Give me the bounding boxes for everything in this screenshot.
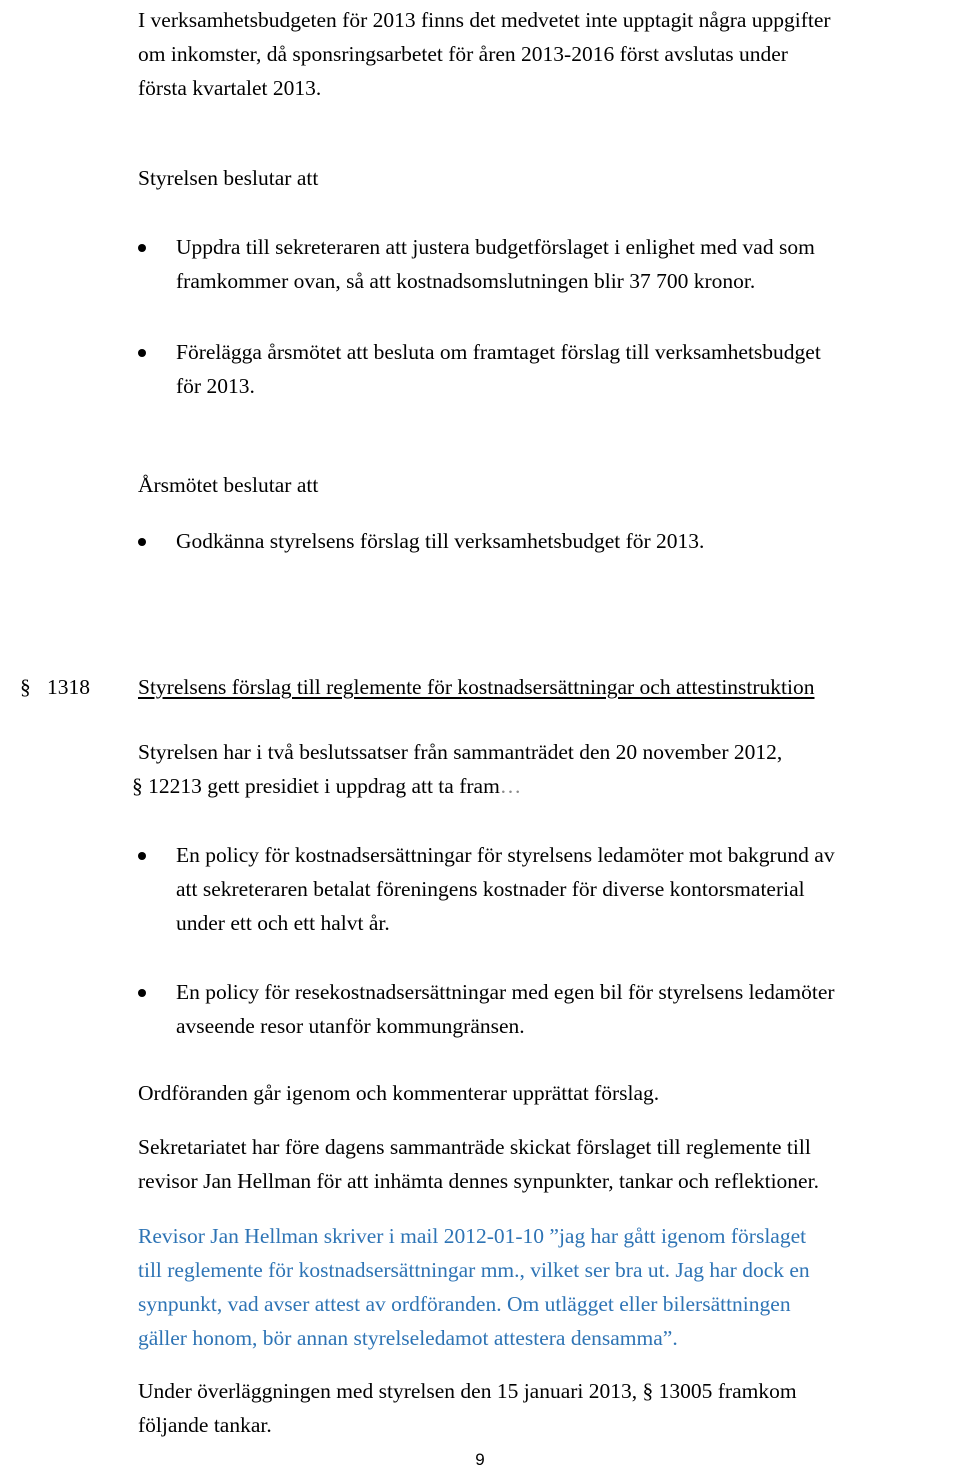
- intro-line: första kvartalet 2013.: [138, 76, 322, 100]
- bullet-line: Förelägga årsmötet att besluta om framtaget förslag till verksamhetsbudget: [176, 340, 821, 364]
- ellipsis: …: [499, 774, 522, 798]
- bullet-line: En policy för resekostnadsersättningar med egen bil för styrelsens ledamöter: [176, 980, 835, 1004]
- auditor-quote-line: gäller honom, bör annan styrelseledamot attestera densamma”.: [138, 1326, 678, 1350]
- bullet-line: En policy för kostnadsersättningar för styrelsens ledamöter mot bakgrund av: [176, 843, 835, 867]
- section-intro-line-2: [132, 769, 932, 803]
- deliberation-text: 13005 framkom: [653, 1379, 797, 1403]
- section-title: Styrelsens förslag till reglemente för kostnadsersättningar och attestinstruktion: [138, 675, 815, 699]
- section-intro-line: [132, 769, 932, 803]
- section-intro-paragraph: [138, 735, 938, 769]
- bullet-icon: [138, 989, 146, 997]
- annual-meeting-heading-text: Årsmötet beslutar att: [138, 473, 319, 497]
- chair-review-line: Ordföranden går igenom och kommenterar upprättat förslag.: [138, 1081, 660, 1105]
- section-intro-line: Styrelsen har i två beslutssatser från sammanträdet den 20 november 2012,: [138, 740, 783, 764]
- board-decision-heading-text: Styrelsen beslutar att: [138, 166, 319, 190]
- chair-review-paragraph: [138, 1076, 938, 1110]
- intro-line: om inkomster, då sponsringsarbetet för åren 2013-2016 först avslutas under: [138, 42, 788, 66]
- deliberation-paragraph: [138, 1374, 938, 1442]
- intro-paragraph: [138, 3, 938, 105]
- bullet-line: Uppdra till sekreteraren att justera budgetförslaget i enlighet med vad som: [176, 235, 815, 259]
- policy-bullet: [138, 975, 938, 1043]
- deliberation-text: Under överläggningen med styrelsen den 15 januari 2013,: [138, 1379, 643, 1403]
- section-mark-inline: §: [642, 1379, 654, 1403]
- bullet-icon: [138, 852, 146, 860]
- auditor-quote-paragraph: [138, 1219, 938, 1355]
- bullet-line: Godkänna styrelsens förslag till verksamhetsbudget för 2013.: [176, 529, 705, 553]
- secretariat-paragraph: [138, 1130, 938, 1198]
- bullet-text: [176, 230, 815, 298]
- auditor-quote-line: till reglemente för kostnadsersättningar mm., vilket ser bra ut. Jag har dock en: [138, 1258, 810, 1282]
- bullet-line: avseende resor utanför kommungränsen.: [176, 1014, 525, 1038]
- secretariat-line: revisor Jan Hellman för att inhämta dennes synpunkter, tankar och reflektioner.: [138, 1169, 819, 1193]
- section-header: [0, 670, 960, 704]
- page-number: 9: [475, 1450, 485, 1469]
- annual-meeting-bullet: [138, 524, 938, 558]
- section-mark-inline: §: [132, 774, 143, 798]
- board-decision-bullet: [138, 230, 938, 298]
- intro-line: I verksamhetsbudgeten för 2013 finns det medvetet inte upptagit några uppgifter: [138, 8, 831, 32]
- bullet-text: [176, 524, 704, 558]
- auditor-quote-line: synpunkt, vad avser attest av ordföranden. Om utlägget eller bilersättningen: [138, 1292, 791, 1316]
- bullet-line: under ett och ett halvt år.: [176, 911, 390, 935]
- bullet-line: för 2013.: [176, 374, 255, 398]
- bullet-text: [176, 838, 835, 940]
- bullet-icon: [138, 244, 146, 252]
- policy-bullet: [138, 838, 938, 940]
- bullet-icon: [138, 349, 146, 357]
- secretariat-line: Sekretariatet har före dagens sammanträde skickat förslaget till reglemente till: [138, 1135, 811, 1159]
- board-decision-bullet: [138, 335, 938, 403]
- annual-meeting-heading: [138, 468, 938, 502]
- section-mark: §: [20, 675, 31, 699]
- board-decision-heading: [138, 161, 938, 195]
- bullet-text: [176, 975, 835, 1043]
- section-number: 1318: [47, 675, 90, 699]
- deliberation-line: [138, 1374, 938, 1408]
- bullet-text: [176, 335, 821, 403]
- auditor-quote-line: Revisor Jan Hellman skriver i mail 2012-01-10 ”jag har gått igenom förslaget: [138, 1224, 807, 1248]
- section-intro-text: 12213 gett presidiet i uppdrag att ta fram: [142, 774, 500, 798]
- deliberation-line: följande tankar.: [138, 1413, 272, 1437]
- bullet-icon: [138, 538, 146, 546]
- bullet-line: framkommer ovan, så att kostnadsomslutningen blir 37 700 kronor.: [176, 269, 756, 293]
- bullet-line: att sekreteraren betalat föreningens kostnader för diverse kontorsmaterial: [176, 877, 805, 901]
